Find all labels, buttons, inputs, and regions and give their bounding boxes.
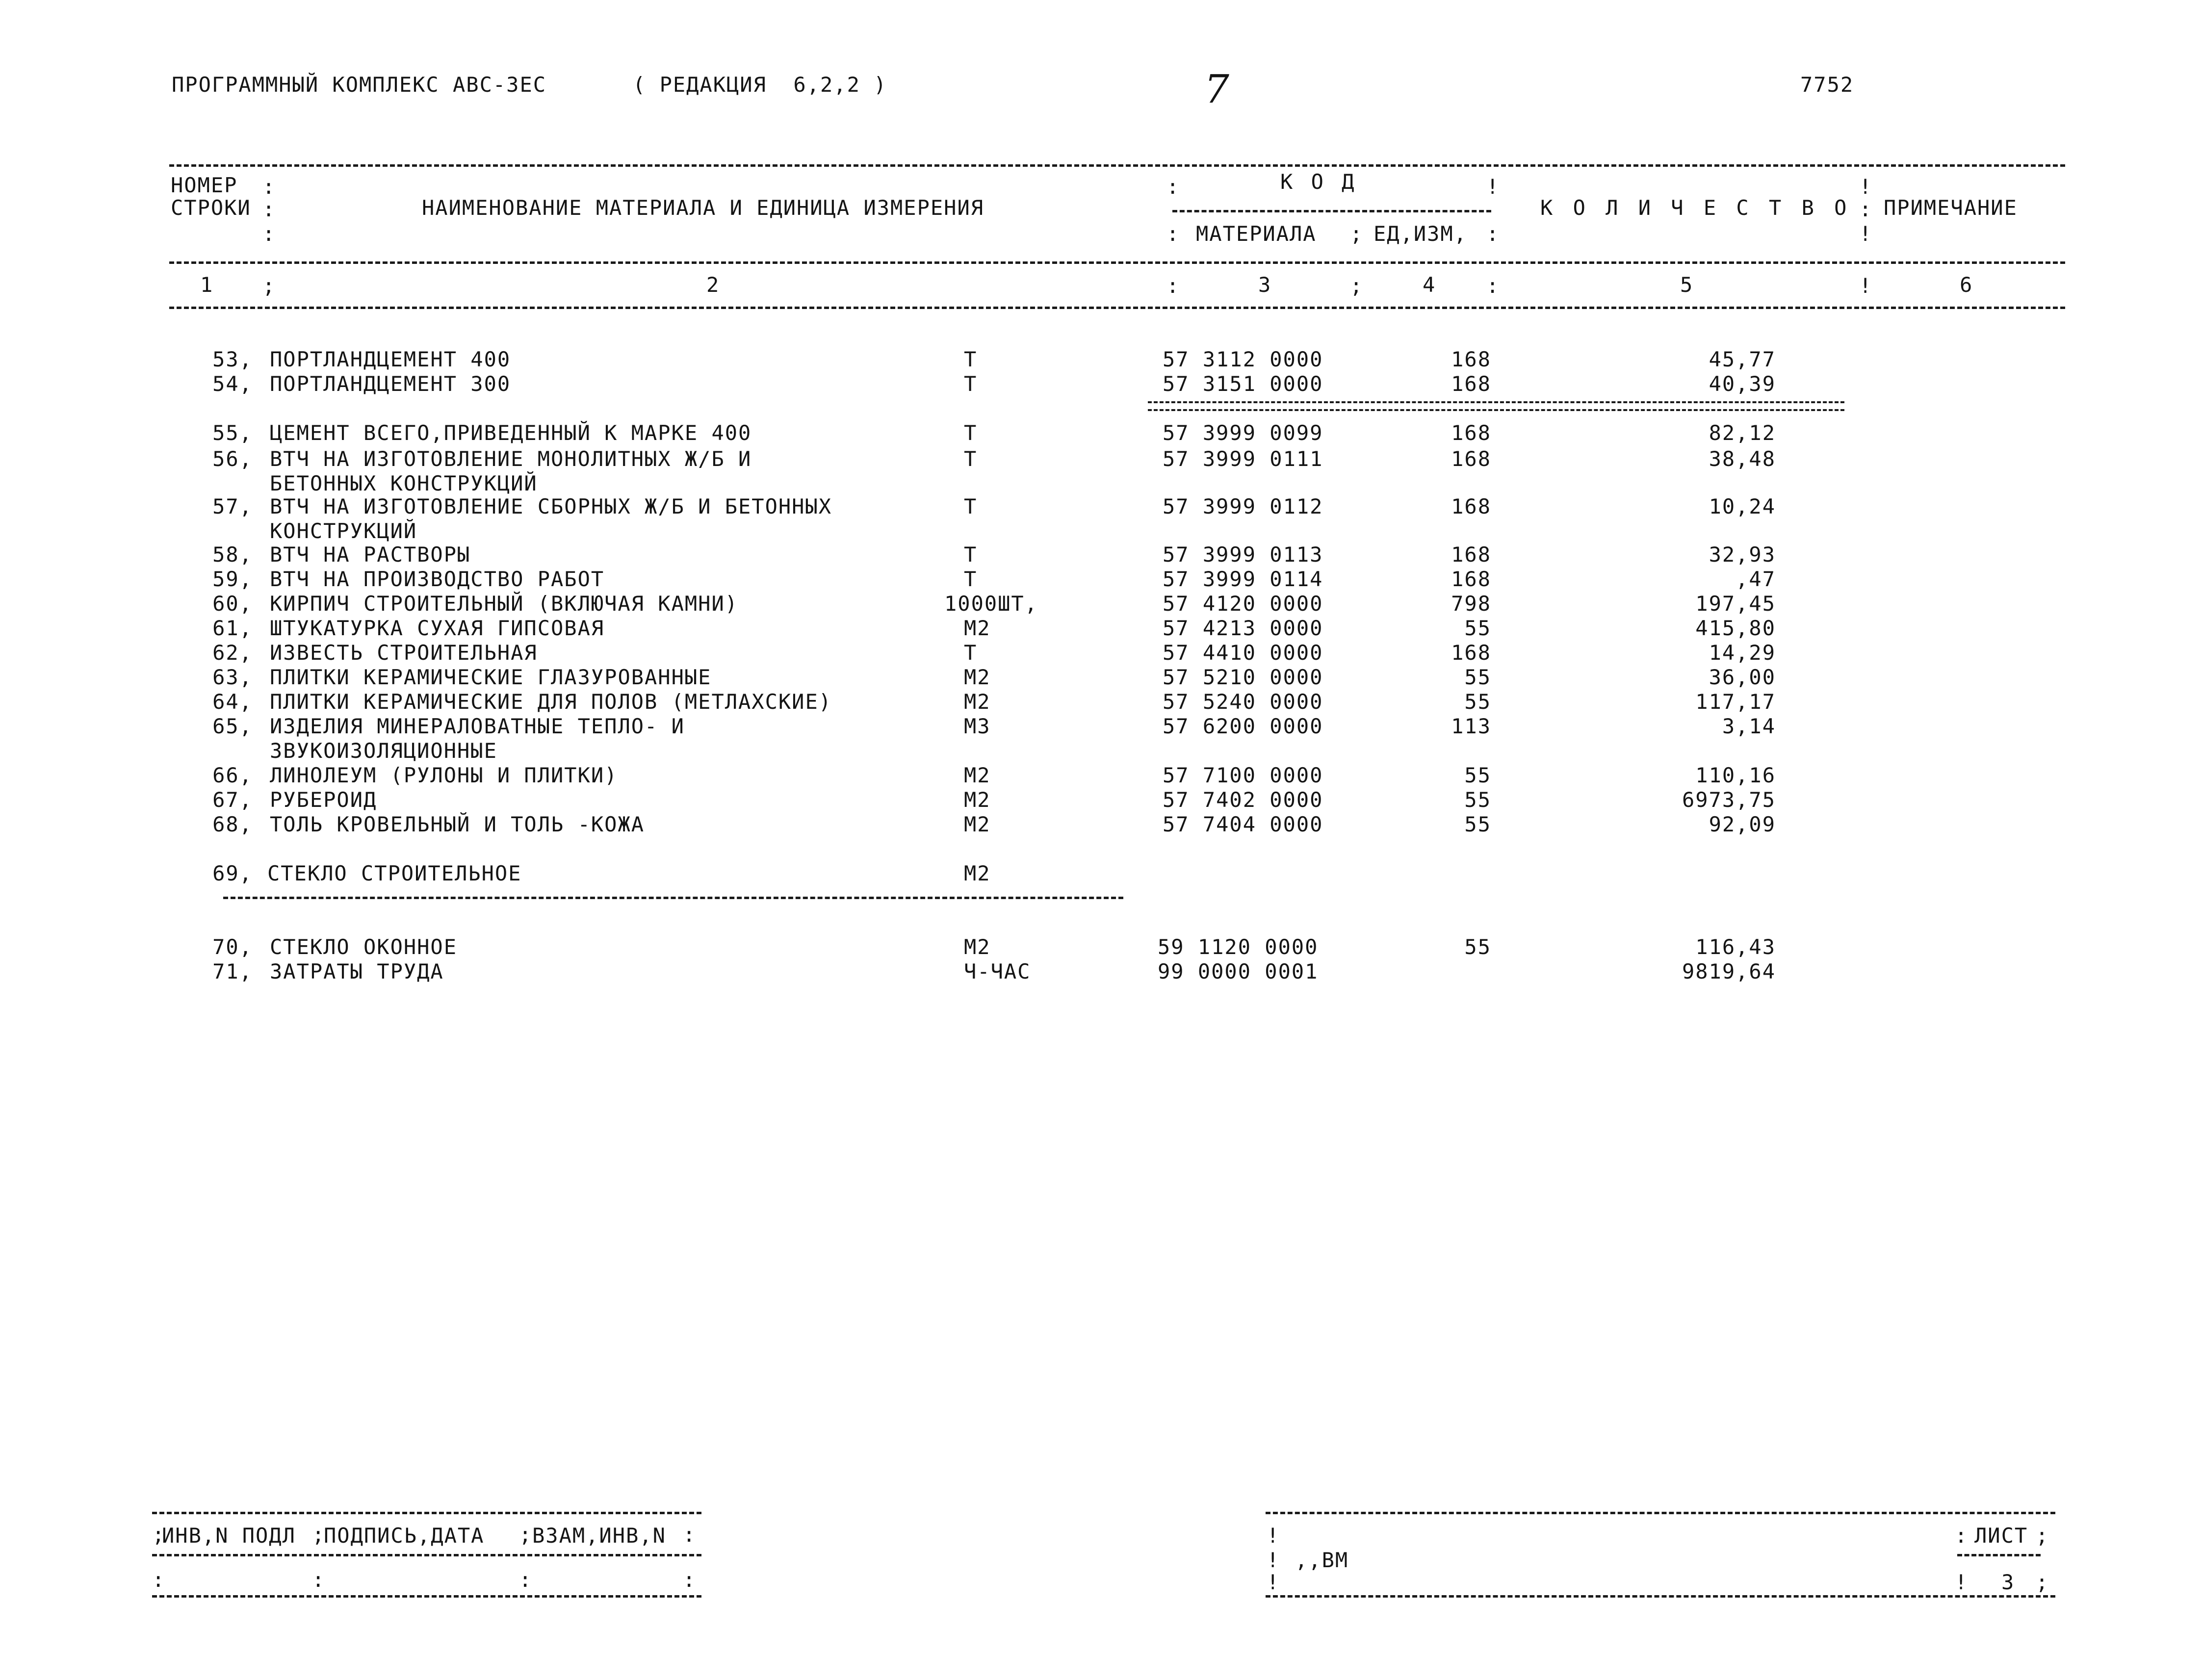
row-quantity: 40,39	[1709, 372, 1776, 396]
row-unit: М2	[964, 763, 991, 787]
row-unit: Т	[964, 421, 978, 445]
col-header-code-unit: ЕД,ИЗМ,	[1373, 222, 1468, 246]
footer-left-mid-rule	[152, 1554, 701, 1556]
row-material-name: ПОРТЛАНДЦЕМЕНТ 400	[270, 347, 511, 371]
row-unit-code: 168	[1451, 447, 1491, 471]
row-quantity: 10,24	[1709, 494, 1776, 518]
row-unit-code: 55	[1464, 616, 1491, 640]
col-header-quantity: К О Л И Ч Е С Т В О	[1540, 196, 1851, 220]
row-number: 67,	[212, 788, 253, 812]
row-quantity: 6973,75	[1682, 788, 1776, 812]
row-number: 64,	[212, 690, 253, 714]
row-unit-code: 798	[1451, 592, 1491, 616]
row-material-code: 57 4410 0000	[1163, 641, 1323, 665]
row-material-name-cont: ЗВУКОИЗОЛЯЦИОННЫЕ	[270, 739, 497, 763]
row-material-code: 57 3999 0111	[1163, 447, 1323, 471]
row-unit: Т	[964, 641, 978, 665]
col-header-note: ПРИМЕЧАНИЕ	[1884, 196, 2018, 220]
row-quantity: 117,17	[1695, 690, 1776, 714]
footer-left-top-rule	[152, 1512, 701, 1514]
row-number: 61,	[212, 616, 253, 640]
row-material-code: 57 3999 0114	[1163, 567, 1323, 591]
footer-sheet-number: 3	[2001, 1570, 2015, 1594]
row-material-code: 57 5240 0000	[1163, 690, 1323, 714]
row-unit: М2	[964, 690, 991, 714]
row-material-name: ИЗДЕЛИЯ МИНЕРАЛОВАТНЫЕ ТЕПЛО- И	[270, 714, 685, 738]
row-material-name: ТОЛЬ КРОВЕЛЬНЫЙ И ТОЛЬ -КОЖА	[270, 812, 645, 836]
col-header-row-no-1: НОМЕР	[171, 173, 238, 197]
header-mid-rule	[169, 261, 2065, 264]
footer-sheet-label: ЛИСТ	[1974, 1524, 2028, 1548]
row-material-code: 57 7404 0000	[1163, 812, 1323, 836]
row-material-code: 57 3999 0112	[1163, 494, 1323, 518]
row-number: 69,	[212, 861, 253, 885]
row-material-code: 57 4120 0000	[1163, 592, 1323, 616]
row-unit-code: 55	[1464, 690, 1491, 714]
row-material-code: 99 0000 0001	[1158, 959, 1319, 983]
row-quantity: 9819,64	[1682, 959, 1776, 983]
row-material-code: 57 7100 0000	[1163, 763, 1323, 787]
row-number: 53,	[212, 347, 253, 371]
row-material-name: ВТЧ НА ИЗГОТОВЛЕНИЕ МОНОЛИТНЫХ Ж/Б И	[270, 447, 752, 471]
row-material-name: ВТЧ НА ИЗГОТОВЛЕНИЕ СБОРНЫХ Ж/Б И БЕТОННЫХ	[270, 494, 832, 518]
program-edition: ( РЕДАКЦИЯ 6,2,2 )	[633, 73, 887, 97]
row-unit: Т	[964, 567, 978, 591]
row-quantity: 32,93	[1709, 543, 1776, 567]
footer-sheet-rule	[1957, 1554, 2041, 1556]
row-unit-code: 168	[1451, 543, 1491, 567]
row-unit: М2	[964, 788, 991, 812]
row-material-name-cont: БЕТОННЫХ КОНСТРУКЦИЙ	[270, 471, 538, 495]
row-unit-code: 55	[1464, 788, 1491, 812]
row-number: 71,	[212, 959, 253, 983]
row-unit: Т	[964, 543, 978, 567]
row-material-code: 57 3112 0000	[1163, 347, 1323, 371]
row-quantity: 197,45	[1695, 592, 1776, 616]
col-header-row-no-2: СТРОКИ	[171, 196, 251, 220]
row-unit-code: 168	[1451, 421, 1491, 445]
col-num-2: 2	[706, 273, 720, 297]
code-sub-rule	[1172, 210, 1491, 212]
row-material-code: 57 5210 0000	[1163, 665, 1323, 689]
row-number: 62,	[212, 641, 253, 665]
row-quantity: 36,00	[1709, 665, 1776, 689]
row-material-name: ВТЧ НА ПРОИЗВОДСТВО РАБОТ	[270, 567, 605, 591]
row-material-code: 57 3999 0099	[1163, 421, 1323, 445]
row-unit: М2	[964, 935, 991, 959]
col-header-code-material: МАТЕРИАЛА	[1196, 222, 1317, 246]
row-material-code: 59 1120 0000	[1158, 935, 1319, 959]
row-material-name: ШТУКАТУРКА СУХАЯ ГИПСОВАЯ	[270, 616, 605, 640]
row-quantity: 110,16	[1695, 763, 1776, 787]
document-number: 7752	[1800, 73, 1854, 97]
cement-total-separator	[1148, 401, 1844, 411]
table-top-rule	[169, 164, 2065, 167]
row-number: 66,	[212, 763, 253, 787]
row-unit-code: 55	[1464, 935, 1491, 959]
row-quantity: 38,48	[1709, 447, 1776, 471]
row-unit-code: 55	[1464, 665, 1491, 689]
col-header-name: НАИМЕНОВАНИЕ МАТЕРИАЛА И ЕДИНИЦА ИЗМЕРЕНИЯ	[422, 196, 984, 220]
row-number: 55,	[212, 421, 253, 445]
row-unit-code: 55	[1464, 763, 1491, 787]
row-material-name: ЛИНОЛЕУМ (РУЛОНЫ И ПЛИТКИ)	[270, 763, 618, 787]
row-unit-code: 168	[1451, 372, 1491, 396]
footer-right-bottom-rule	[1266, 1595, 2055, 1598]
row-unit-code: 168	[1451, 567, 1491, 591]
row-number: 59,	[212, 567, 253, 591]
row-material-name-cont: КОНСТРУКЦИЙ	[270, 519, 417, 543]
footer-signature-date: ПОДПИСЬ,ДАТА	[324, 1524, 485, 1548]
header-bottom-rule	[169, 307, 2065, 309]
row-material-code: 57 7402 0000	[1163, 788, 1323, 812]
row-69-underline	[223, 897, 1123, 899]
row-unit: М2	[964, 861, 991, 885]
row-material-code: 57 3151 0000	[1163, 372, 1323, 396]
row-number: 60,	[212, 592, 253, 616]
col-num-3: 3	[1258, 273, 1272, 297]
row-unit-code: 168	[1451, 347, 1491, 371]
row-material-name: ПЛИТКИ КЕРАМИЧЕСКИЕ ГЛАЗУРОВАННЫЕ	[270, 665, 712, 689]
row-number: 58,	[212, 543, 253, 567]
row-material-name: СТЕКЛО ОКОННОЕ	[270, 935, 458, 959]
row-unit-code: 168	[1451, 494, 1491, 518]
col-num-4: 4	[1423, 273, 1436, 297]
row-material-name: ЦЕМЕНТ ВСЕГО,ПРИВЕДЕННЫЙ К МАРКЕ 400	[270, 421, 752, 445]
footer-inv-podl: ИНВ,N ПОДЛ	[162, 1524, 296, 1548]
row-number: 65,	[212, 714, 253, 738]
row-quantity: 415,80	[1695, 616, 1776, 640]
row-quantity: 92,09	[1709, 812, 1776, 836]
row-material-code: 57 3999 0113	[1163, 543, 1323, 567]
row-material-name: ПЛИТКИ КЕРАМИЧЕСКИЕ ДЛЯ ПОЛОВ (МЕТЛАХСКИЕ)	[270, 690, 832, 714]
footer-vm: ,,ВМ	[1295, 1548, 1349, 1572]
row-material-name: ЗАТРАТЫ ТРУДА	[270, 959, 444, 983]
row-unit: М3	[964, 714, 991, 738]
col-num-5: 5	[1680, 273, 1694, 297]
row-number: 70,	[212, 935, 253, 959]
footer-vzam-inv: ВЗАМ,ИНВ,N	[532, 1524, 666, 1548]
row-unit: М2	[964, 665, 991, 689]
footer-right-top-rule	[1266, 1512, 2055, 1514]
row-quantity: 82,12	[1709, 421, 1776, 445]
row-number: 57,	[212, 494, 253, 518]
row-quantity: 3,14	[1722, 714, 1776, 738]
row-material-name: ПОРТЛАНДЦЕМЕНТ 300	[270, 372, 511, 396]
row-material-code: 57 4213 0000	[1163, 616, 1323, 640]
row-material-code: 57 6200 0000	[1163, 714, 1323, 738]
col-header-code: К О Д	[1280, 170, 1357, 194]
row-unit: Т	[964, 494, 978, 518]
row-quantity: 116,43	[1695, 935, 1776, 959]
row-material-name: КИРПИЧ СТРОИТЕЛЬНЫЙ (ВКЛЮЧАЯ КАМНИ)	[270, 592, 739, 616]
program-title: ПРОГРАММНЫЙ КОМПЛЕКС АВС-3ЕС	[172, 73, 547, 97]
footer-left-bottom-rule	[152, 1595, 701, 1598]
row-unit-code: 113	[1451, 714, 1491, 738]
row-unit: М2	[964, 812, 991, 836]
row-unit: Т	[964, 372, 978, 396]
row-number: 54,	[212, 372, 253, 396]
row-unit: М2	[964, 616, 991, 640]
row-number: 56,	[212, 447, 253, 471]
row-unit: Т	[964, 447, 978, 471]
row-material-name: РУБЕРОИД	[270, 788, 377, 812]
row-unit: Ч-ЧАС	[964, 959, 1031, 983]
row-number: 63,	[212, 665, 253, 689]
row-quantity: 45,77	[1709, 347, 1776, 371]
row-material-name: СТЕКЛО СТРОИТЕЛЬНОЕ	[267, 861, 522, 885]
row-unit-code: 55	[1464, 812, 1491, 836]
col-num-6: 6	[1960, 273, 1973, 297]
row-unit: 1000ШТ,	[944, 592, 1038, 616]
row-number: 68,	[212, 812, 253, 836]
row-unit: Т	[964, 347, 978, 371]
row-quantity: ,47	[1736, 567, 1776, 591]
row-material-name: ВТЧ НА РАСТВОРЫ	[270, 543, 471, 567]
col-num-1: 1	[200, 273, 214, 297]
row-material-name: ИЗВЕСТЬ СТРОИТЕЛЬНАЯ	[270, 641, 538, 665]
row-quantity: 14,29	[1709, 641, 1776, 665]
row-unit-code: 168	[1451, 641, 1491, 665]
handwritten-page-mark: 7	[1204, 66, 1229, 112]
